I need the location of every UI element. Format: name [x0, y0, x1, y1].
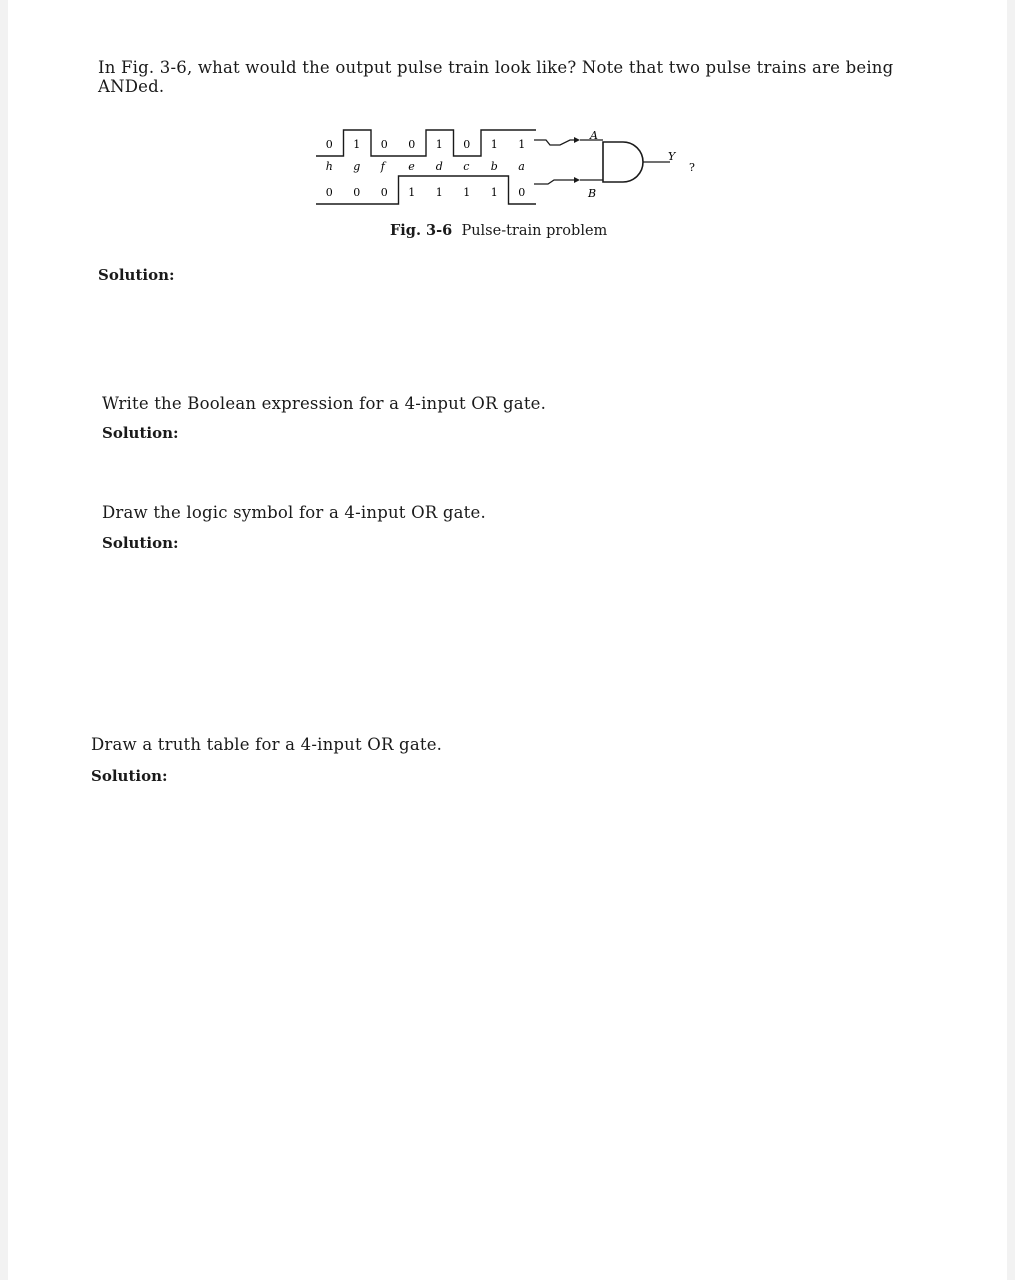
train-b-bit: 1: [463, 186, 471, 199]
question-1: [98, 58, 893, 96]
train-b-bit: 0: [518, 186, 526, 199]
solution-label-2: Solution:: [102, 424, 179, 442]
figure-caption: [390, 222, 607, 239]
input-a-label: A: [590, 129, 598, 142]
train-b-bit: 1: [408, 186, 416, 199]
solution-label-1: Solution:: [98, 266, 175, 284]
train-b-waveform: [316, 176, 536, 204]
train-a-bit: 0: [325, 138, 333, 151]
slot-label: b: [490, 160, 498, 173]
worksheet-page: [8, 0, 1007, 1280]
slot-label: c: [463, 160, 470, 173]
figure-caption-text: Pulse-train problem: [461, 223, 608, 239]
train-b-bit: 0: [353, 186, 361, 199]
train-a-bit: 1: [435, 138, 443, 151]
question-1-line-1: In Fig. 3-6, what would the output pulse train look like? Note that two pulse trains are being: [98, 58, 894, 77]
slot-labels: [326, 160, 525, 173]
train-a-waveform: [316, 130, 536, 156]
train-b-bit: 0: [325, 186, 333, 199]
and-gate-symbol: [603, 142, 643, 182]
solution-label-3: Solution:: [102, 534, 179, 552]
pulse-train-b: [316, 176, 536, 204]
slot-label: a: [518, 160, 525, 173]
slot-label: e: [408, 160, 415, 173]
output-value: ?: [689, 161, 695, 174]
slot-label: f: [380, 160, 385, 173]
train-a-bit: 1: [518, 138, 526, 151]
question-4: Draw a truth table for a 4-input OR gate.: [91, 735, 443, 754]
pulse-train-a: [316, 130, 536, 156]
input-b-arrow: [534, 180, 578, 184]
slot-label: g: [353, 160, 361, 173]
train-a-bit: 0: [463, 138, 471, 151]
question-3: Draw the logic symbol for a 4-input OR gate.: [102, 503, 486, 522]
slot-label: h: [325, 160, 333, 173]
slot-label: d: [435, 160, 443, 173]
train-a-bit: 0: [408, 138, 416, 151]
solution-label-4: Solution:: [91, 767, 168, 785]
train-b-bit: 1: [490, 186, 498, 199]
input-a-arrow: [534, 140, 578, 145]
question-1-line-2: ANDed.: [98, 77, 165, 96]
train-a-bit: 1: [490, 138, 498, 151]
question-2: Write the Boolean expression for a 4-input OR gate.: [102, 394, 547, 413]
output-label: Y: [668, 150, 676, 163]
train-b-bit: 1: [435, 186, 443, 199]
figure-caption-number: Fig. 3-6: [390, 222, 453, 239]
train-a-bit: 0: [380, 138, 388, 151]
train-a-bit: 1: [353, 138, 361, 151]
pulse-train-figure: [298, 120, 718, 215]
input-b-label: B: [588, 187, 597, 200]
train-b-bit: 0: [380, 186, 388, 199]
